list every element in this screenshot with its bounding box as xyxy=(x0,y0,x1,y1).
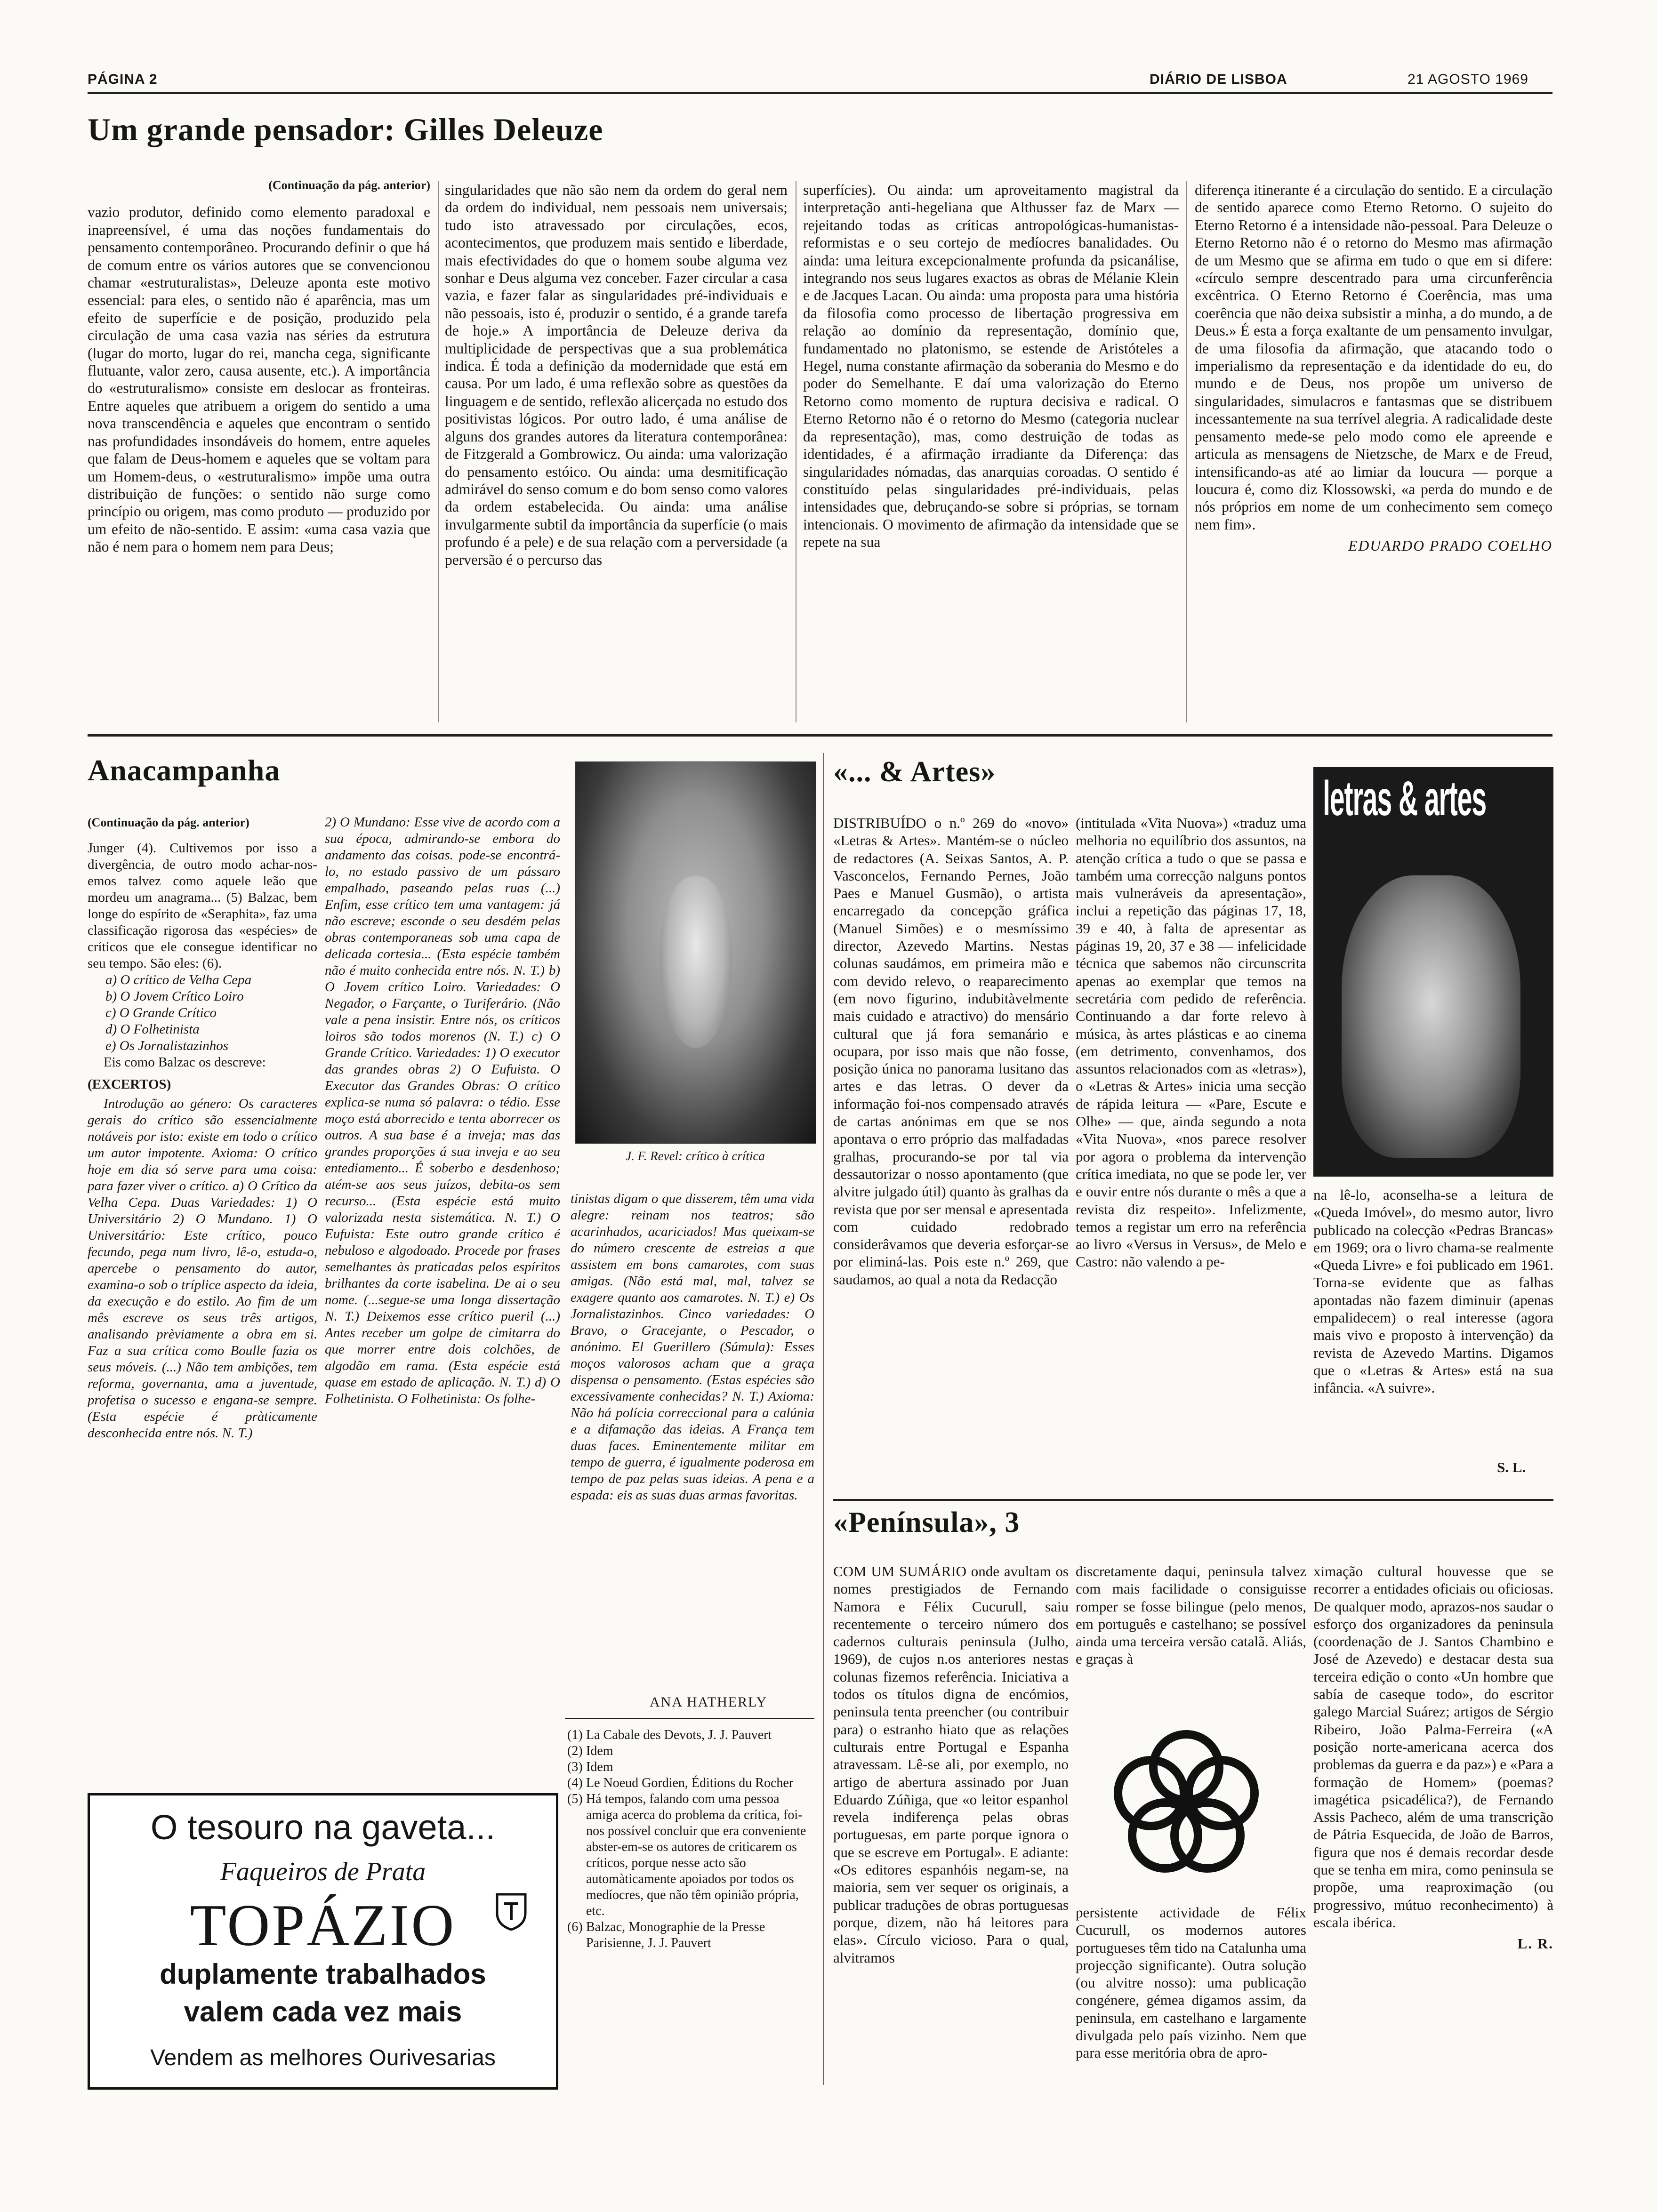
artes-column-2 xyxy=(1076,814,1306,1497)
anacampanha-text-3: tinistas digam o que disserem, têm uma vida alegre: reinam nos teatros; são acarinhados, acariciados! Mas queixam-se do número crescente de estreias a que assistem em bons camarotes, com suas amigas. (Não está mal, mal, talvez se exagere quanto aos camarotes. N. T.) e) Os Jornalistazinhos. Cinco variedades: O Bravo, o Gracejante, o Pescador, o anónimo. El Guerillero (Súmula): Esses moços valorosos acham que a graça dispensa o pensamento. (Estas espécies são excessivamente conhecidas? N. T.) Axioma: Não há polícia correccional para a calúnia e a difamação das ideias. A França tem duas faces. Eminentemente militar em tempo de guerra, é igualmente poderosa em tempo de paz pelas suas ideias. A pena e a espada: eis as suas duas armas favoritas. xyxy=(571,1191,814,1503)
anacampanha-headline: Anacampanha xyxy=(88,753,281,787)
header-rule xyxy=(88,92,1552,94)
anacampanha-intro: Junger (4). Cultivemos por isso a divergência, de outro modo achar-nos-emos talvez como aquele leão que mordeu um anagrama... (5) Balzac, bem longe do espírito de «Seraphita», faz uma classificação rigorosa das «espécies» de críticos que ele consegue identificar no seu tempo. São eles: (6). xyxy=(88,841,317,971)
ad-line-5: Vendem as melhores Ourivesarias xyxy=(150,2045,496,2070)
artes-text-3: na lê-lo, aconselha-se a leitura de «Queda Imóvel», do mesmo autor, livro publicado na colecção «Pedras Brancas» em 1969; ora o livro chama-se realmente «Queda Livre» e foi publicado em 1961. Torna-se evidente que as falhas apontadas não fazem diminuir (apenas empalidecem) o real interesse (agora mais vivo e proposto à intervenção) da revista de Azevedo Martins. Digamos que o «Letras & Artes» está na sua infância. «A suivre». xyxy=(1313,1186,1553,1396)
anacampanha-excerpt: Introdução ao género: Os caracteres gerais do crítico são essencialmente notáveis por isto: existe em todo o crítico um autor impotente. Axioma: O crítico hoje em dia só serve para uma coisa: para fazer viver o crítico. a) O Crítico da Velha Cepa. Duas Variedades: 1) O Universitário 2) O Mundano. 1) O Universitário: Este crítico, pouco fecundo, pega num livro, lê-o, estuda-o, apercebe o pensamento do autor, examina-o sob o tríplice aspecto da ideia, da execução e do estilo. Ao fim de um mês escreve os seus três artigos, analisando prèviamente a obra em si. Faz a sua crítica como Boulle fazia os seus móveis. (...) Não tem ambições, tem reforma, governanta, ama a juventude, profetisa o sucesso e engana-se sempre. (Esta espécie é pràticamente desconhecida entre nós. N. T.) xyxy=(88,1096,317,1441)
deleuze-column-4 xyxy=(1195,181,1552,727)
section-rule xyxy=(833,1499,1553,1501)
issue-date: 21 AGOSTO 1969 xyxy=(1408,72,1528,87)
artes-text-1: DISTRIBUÍDO o n.º 269 do «novo» «Letras & Artes». Mantém-se o núcleo de redactores (A. Seixas Santos, A. P. Vasconcelos, Fernando Pernes, João Paes e Manuel Gusmão), o artista encarregado da concepção gráfica (Manuel Simões) e o mesmíssimo director, Azevedo Martins. Nestas colunas saudámos, em primeira mão e com devido relevo, o reaparecimento (em novo figurino, indubitàvelmente mais cuidado e atractivo) do mensário cultural que já fora semanário e ocupara, por isso mais que não fosse, posição única no panorama lusitano das artes e das letras. O dever da informação foi-nos compensado através de cartas anónimas em que se nos apontava o erro próprio das malfadadas gralhas, procurando-se por tal via dessautorizar o nosso apontamento (que alvitre julgado útil) quanto às gralhas da revista que por ser mensal e apresentada com cuidado redobrado considerâvamos que deveria esforçar-se por eliminá-las. Pois este n.º 269, que saudamos, ao qual a nota da Redacção xyxy=(833,815,1069,1288)
ad-line-2: Faqueiros de Prata xyxy=(220,1857,426,1886)
continuation-note: (Continuação da pág. anterior) xyxy=(88,816,249,829)
cover-portrait xyxy=(1342,875,1520,1158)
peninsula-column-2-bottom xyxy=(1076,1904,1306,2085)
footnote-rule xyxy=(565,1718,814,1719)
list-item: b) O Jovem Crítico Loiro xyxy=(105,989,244,1004)
deleuze-column-2 xyxy=(445,181,788,722)
deleuze-text-4: diferença itinerante é a circulação do sentido. E a circulação de sentido aparece como Eterno Retorno. O sujeito do Eterno Retorno é a intensidade não-pessoal. Para Deleuze o Eterno Retorno não é o retorno do Mesmo mas afirmação de um Mesmo que se afirma em tudo o que em si difere: «círculo sempre descentrado para uma circunferência excêntrica. O Eterno Retorno é Coerência, mas uma coerência que não deixa subsistir a minha, a do mundo, a de Deus.» É esta a força exaltante de um pensamento invulgar, de uma filosofia da afirmação, que atacando todo o imperialismo da representação e da identidade do eu, do mundo e de Deus, nos propõe um universo de singularidades, simulacros e fantasmas que se distribuem incessantemente na sua terrível alegria. A radicalidade deste pensamento mede-se pelo modo como ele apreende e articula as mensagens de Nietzsche, de Marx e de Freud, intensificando-as até ao limiar da loucura — porque a loucura é, como diz Klossowski, «a perda do mundo e de nós próprios em nome de um conhecimento sem começo nem fim». xyxy=(1195,182,1552,533)
footnote: (4) Le Noeud Gordien, Éditions du Rocher xyxy=(567,1776,794,1790)
list-item: e) Os Jornalistazinhos xyxy=(105,1038,228,1053)
continuation-note: (Continuação da pág. anterior) xyxy=(268,178,430,192)
peninsula-column-1 xyxy=(833,1563,1069,2085)
anacampanha-column-1 xyxy=(88,814,317,1779)
footnote: (1) La Cabale des Devots, J. J. Pauvert xyxy=(567,1728,772,1742)
column-divider xyxy=(823,753,824,2085)
anacampanha-text-2: 2) O Mundano: Esse vive de acordo com a sua época, admirando-se embora do andamento das coisas. pode-se encontrá-lo, no estado passivo de um pássaro empalhado, paseando pelas ruas (...) Enfim, esse crítico tem uma vantagem: já não escreve; esconde o seu desdém pelas obras contemporaneas sob uma capa de delicada cortesia... (Esta espécie também não é muito conhecida entre nós. N. T.) b) O Jovem crítico Loiro. Variedades: O Negador, o Farçante, o Turiferário. (Não vale a pena insistir. Entre nós, os críticos loiros são todos morenos (N. T.) c) O Grande Crítico. Variedades: 1) O executor das grandes obras 2) O Eufuista. O Executor das Grandes Obras: O crítico explica-se numa só palavra: o tédio. Esse moço está aborrecido e tenta aborrecer os outros. A sua base é a inveja; mas das grandes proporções á sua inveja e ao seu entediamento... É soberbo e desdenhoso; atém-se aos seus juízos, debita-os sem recurso... (Esta espécie está muito valorizada nesta sistemática. N. T.) O Eufuista: Este outro grande crítico é nebuloso e algodoado. Procede por frases semelhantes às praticadas pelos espíritos brilhantes da corte isabelina. De ai o seu nome. (...segue-se uma longa dissertação N. T.) Deixemos esse crítico pueril (...) Antes receber um golpe de cimitarra do que morrer entre dois colchões, de algodão em rama. (Esta espécie está quase em estado de aplicação. N. T.) d) O Folhetinista. O Folhetinista: Os folhe- xyxy=(325,815,560,1406)
peninsula-text-2a: discretamente daqui, peninsula talvez com mais facilidade o consiguisse romper se fosse bilingue (pelo menos, em português e castelhano; se possível ainda uma terceira versão catalã. Aliás, e graças à xyxy=(1076,1563,1306,1667)
newspaper-name: DIÁRIO DE LISBOA xyxy=(1150,72,1287,87)
deleuze-column-3 xyxy=(803,181,1179,722)
shield-crest-icon xyxy=(495,1892,528,1931)
artes-headline: «... & Artes» xyxy=(833,756,996,788)
peninsula-ring-logo xyxy=(1111,1723,1262,1892)
anacampanha-text: Eis como Balzac os descreve: xyxy=(104,1055,266,1070)
deleuze-headline: Um grande pensador: Gilles Deleuze xyxy=(88,112,603,147)
peninsula-headline: «Península», 3 xyxy=(833,1507,1020,1539)
footnote: (2) Idem xyxy=(567,1744,613,1758)
artes-text-2: (intitulada «Vita Nuova») «traduz uma melhoria no equilíbrio dos assuntos, na atenção crítica a tudo o que se passa e também uma correcção nalguns pontos mais vulneráveis da apresentação», inclui a repetição das páginas 17, 18, 39 e 40, à falta de apresentar as páginas 19, 20, 37 e 38 — infelicidade técnica que sabemos não circunscrita apenas ao exemplar que temos na secretária com pedido de referência. Continuando a dar forte relevo à música, às artes plásticas e ao cinema (em detrimento, convenhamos, dos assuntos relacionados com as «letras»), o «Letras & Artes» inicia uma secção de rápida leitura — «Pare, Escute e Olhe» — que, ainda segundo a nota «Vita Nuova», «nos parece resolver por agora o problema da intervenção crítica imediata, no que se pode ler, ver e ouvir entre nós durante o mês a que a revista diz respeito». Infelizmente, temos a registar um erro na referência ao livro «Versus in Versus», de Melo e Castro: não valendo a pe- xyxy=(1076,815,1306,1270)
column-divider xyxy=(1186,181,1187,722)
peninsula-column-3 xyxy=(1313,1563,1553,2085)
footnote: (5) Há tempos, falando com uma pessoa amiga acerca do problema da crítica, foi-nos possível concluir que era conveniente abster-em-se os autores de criticarem os críticos, porque nesse acto são automàticamente apoiados por todos os medíocres, que não têm opinião própria, etc. xyxy=(567,1792,806,1918)
anacampanha-column-2 xyxy=(325,814,560,1963)
list-item: d) O Folhetinista xyxy=(105,1022,200,1037)
peninsula-text-1: COM UM SUMÁRIO onde avultam os nomes prestigiados de Fernando Namora e Félix Cucurull, saiu recentemente o terceiro número dos cadernos culturais peninsula (Julho, 1969), de cujos n.os anteriores nestas colunas fizemos referência. Iniciativa a todos os títulos digna de encómios, peninsula tenta preencher (ou contribuir para) o estranho hiato que as relações culturais entre Portugal e Espanha atravessam. Lê-se ali, por exemplo, no artigo de abertura assinado por Juan Eduardo Zúñiga, que «o leitor espanhol revela indiferença pelas obras portuguesas, em parte porque ignora o que se escreve em Portugal». E adiante: «Os editores espanhóis negam-se, na maioria, sem ver sequer os originais, a publicar traduções de obras portuguesas porque, dizem, não há leitores para elas». Círculo vicioso. Para o qual, alvitramos xyxy=(833,1563,1069,1966)
anacampanha-column-3 xyxy=(571,1191,814,1690)
excertos-heading: (EXCERTOS) xyxy=(88,1077,171,1092)
artes-column-1 xyxy=(833,814,1069,1497)
deleuze-column-1 xyxy=(88,176,430,722)
deleuze-text-1: vazio produtor, definido como elemento paradoxal e inapreensível, é uma das noções fundamentais do pensamento contemporâneo. Procurando definir o que há de comum entre os vários autores que se convencionou chamar «estruturalistas», Deleuze aponta este motivo essencial: para eles, o sentido não é aparência, mas um efeito de superfície e de posição, produzido pela circulação de uma casa vazia nas séries da estrutura (lugar do morto, lugar do rei, mancha cega, significante flutuante, valor zero, causa ausente, etc.). A importância do «estruturalismo» consiste em deslocar as fronteiras. Entre aqueles que atribuem a origem do sentido a uma nova transcendência e aqueles que encontram o sentido nas profundidades insondáveis do homem, entre aqueles que falam de Deus-homem e aqueles que se voltam para um Homem-deus, o «estruturalismo» impõe uma outra distribuição de funções: o sentido não surge como princípio ou origem, mas como produto — produzido por um efeito de não-sentido. E assim: «uma casa vazia que não é nem para o homem nem para Deus; xyxy=(88,204,430,555)
anacampanha-byline: ANA HATHERLY xyxy=(650,1694,768,1710)
list-item: c) O Grande Crítico xyxy=(105,1005,217,1020)
page-number: PÁGINA 2 xyxy=(88,72,158,87)
letras-artes-cover-image xyxy=(1313,767,1553,1177)
artes-column-3 xyxy=(1313,1186,1553,1450)
ad-line-3: duplamente trabalhados xyxy=(160,1958,486,1990)
ad-brand: TOPÁZIO xyxy=(190,1893,456,1958)
peninsula-text-3: ximação cultural houvesse que se recorrer a entidades oficiais ou oficiosas. De qualquer modo, aprazos-nos saudar o esforço dos organizadores da peninsula (coordenação de J. Santos Chambino e José de Azevedo) e destacar desta sua terceira edição o conto «Un hombre que sabía de caseque todo», do escritor galego Marcial Suárez; artigos de Sérgio Ribeiro, João Palma-Ferreira («A posição norte-americana acerca dos problemas da guerra e da paz») e «Para a formação de Homem» (poemas? imagética psicadélica?), de Fernando Assis Pacheco, além de uma transcrição de Pátria Esquecida, de João de Barros, figura que nos é demais recordar desde que se tenha em mira, como peninsula se propõe, uma reaproximação (ou progressivo, mútuo reconhecimento) à escala ibérica. xyxy=(1313,1563,1553,1931)
deleuze-text-2: singularidades que não são nem da ordem do geral nem da ordem do individual, nem pessoais nem universais; tudo isto atravessado por circulações, ecos, acontecimentos, que produzem mais sentido e liberdade, mais efectividades do que o homem soube alguma vez sonhar e Deus alguma vez conceber. Fazer circular a casa vazia, e fazer falar as singularidades pré-individuais e não pessoais, isto é, produzir o sentido, é a grande tarefa de hoje.» A importância de Deleuze deriva da multiplicidade de perspectivas que a sua problemática indica. É toda a definição da modernidade que está em causa. Por um lado, é uma reflexão sobre as questões da linguagem e de sentido, reflexão alicerçada no estudo dos positivistas lógicos. Por outro lado, é uma análise de alguns dos grandes autores da literatura contemporânea: de Fitzgerald a Gombrowicz. Ou ainda: uma valorização do pensamento estóico. Ou ainda: uma desmitificação admirável do senso comum e do bom senso como valores da ordem estabelecida. Ou ainda: uma análise invulgarmente subtil da importância da superfície (o mais profundo é a pele) e de sua relação com a perversidade (a perversão é o percurso das xyxy=(445,182,788,568)
peninsula-byline: L. R. xyxy=(1517,1935,1553,1952)
list-item: a) O crítico de Velha Cepa xyxy=(105,972,252,987)
column-divider xyxy=(438,181,439,722)
critic-types-list xyxy=(88,972,317,1054)
topazio-advertisement xyxy=(88,1793,558,2090)
section-rule xyxy=(88,734,1552,737)
deleuze-byline: EDUARDO PRADO COELHO xyxy=(1348,537,1552,554)
portrait-face xyxy=(660,876,732,1048)
footnotes xyxy=(567,1727,812,1951)
footnote: (3) Idem xyxy=(567,1760,613,1774)
ad-line-1: O tesouro na gaveta... xyxy=(150,1808,496,1847)
footnote: (6) Balzac, Monographie de la Presse Parisienne, J. J. Pauvert xyxy=(567,1920,765,1950)
peninsula-column-2-top xyxy=(1076,1563,1306,1704)
revel-portrait-photo xyxy=(575,761,816,1144)
deleuze-text-3: superfícies). Ou ainda: um aproveitamento magistral da interpretação anti-hegeliana que Althusser faz de Marx — rejeitando todas as críticas antropológicas-humanistas-reformistas e o seu cortejo de medíocres banalidades. Ou ainda: uma leitura excepcionalmente profunda da psicanálise, integrando nos seus lugares exactos as obras de Mélanie Klein e de Jacques Lacan. Ou ainda: uma proposta para uma história da filosofia como processo de libertação progressiva em relação ao domínio da representação, domínio que, fundamentado no platonismo, se estende de Aristóteles a Hegel, numa constante afirmação da soberania do Mesmo e do poder do Semelhante. E daí uma valorização do Eterno Retorno como momento de ruptura decisiva e radical. O Eterno Retorno não é o retorno do Mesmo (categoria nuclear da representação), mas, como destruição de todas as identidades, é a afirmação irradiante da Diferença: das singularidades nómadas, das anarquias coroadas. O sentido é constituído pelas singularidades pré-individuais, pelas intensidades que, debruçando-se sobre si próprias, se tornam intencionais. O movimento de afirmação da intensidade que se repete na sua xyxy=(803,182,1179,551)
ad-line-4: valem cada vez mais xyxy=(184,1996,462,2028)
peninsula-text-2b: persistente actividade de Félix Cucurull, os modernos autores portugueses têm tido na Catalunha uma projecção significante). Outra solução (ou alvitre nosso): uma publicação congénere, gémea digamos assim, da peninsula, em castelhano e largamente divulgada pelo país vizinho. Nem que para esse meritória obra de apro- xyxy=(1076,1904,1306,2061)
cover-title: letras & artes xyxy=(1323,771,1487,826)
photo-caption: J. F. Revel: crítico à crítica xyxy=(626,1149,765,1163)
artes-byline: S. L. xyxy=(1497,1459,1526,1475)
